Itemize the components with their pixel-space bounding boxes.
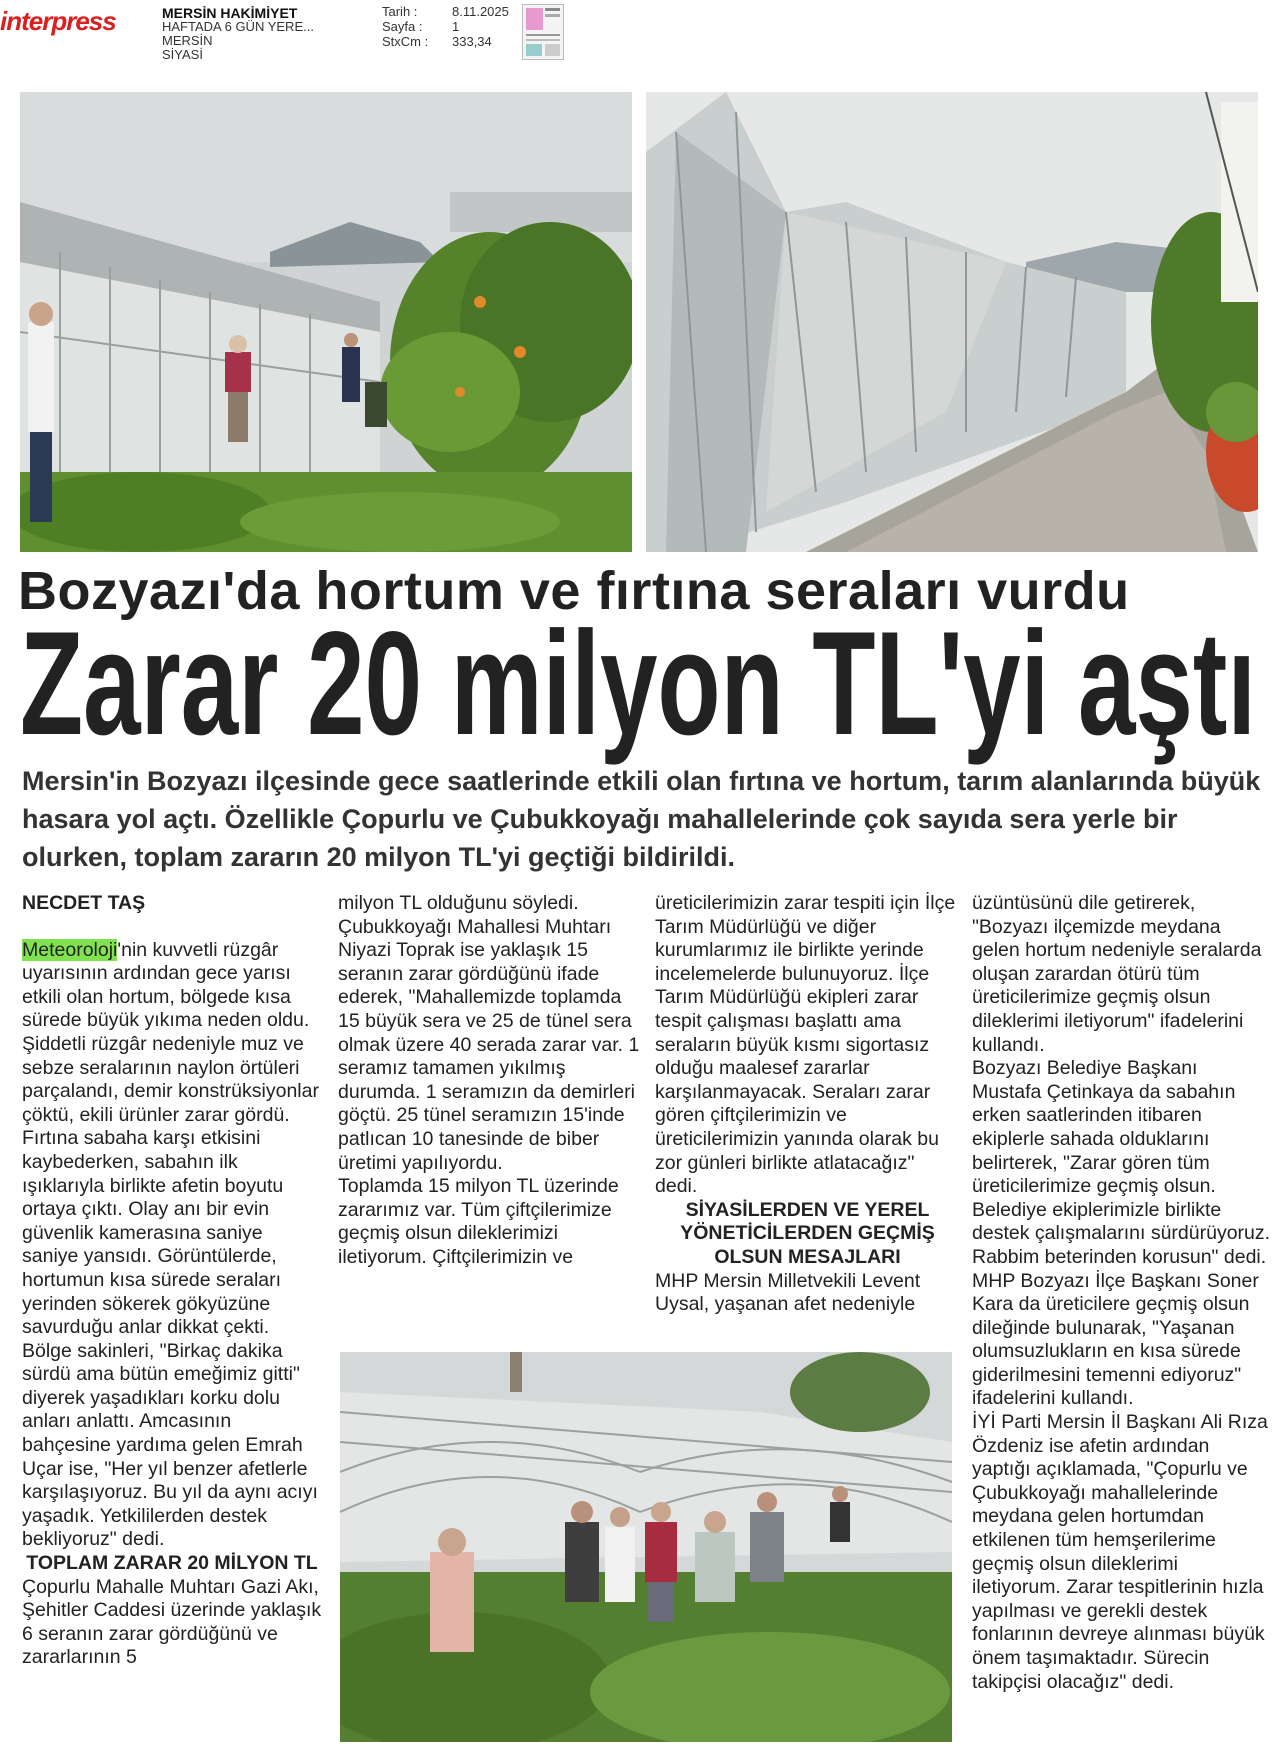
highlighted-keyword: Meteoroloji [22,938,118,961]
subhead-total-damage: TOPLAM ZARAR 20 MİLYON TL [26,1552,318,1575]
publication-city: MERSİN [162,33,213,48]
col4-paragraph-1: üzüntüsünü dile getirerek, "Bozyazı ilçemizde meydana gelen hortum nedeniyle seralarda oluşan zarardan ötürü tüm üreticilerimize geçmiş olsun dileklerimi iletiyorum" ifadelerini kullandı. [972,892,1262,1056]
publication-info [162,6,314,62]
date-label: Tarih : [382,4,418,19]
byline: NECDET TAŞ [22,892,146,914]
photo-collapsed-greenhouse [646,92,1258,552]
col1-paragraph-1 [22,939,322,1552]
stxcm-label: StxCm : [382,34,429,49]
col3-paragraph-1: üreticilerimizin zarar tespiti için İlçe Tarım Müdürlüğü ve diğer kurumlarımız ile birlikte yerinde incelemelerde bulunuyoruz. İlçe Tarım Müdürlüğü ekipleri zarar tespit çalışması başlattı ama seraların büyük kısmı sigortasız olduğu maalesef zararlar karşılanmayacak. Seraları zarar gören çiftçilerimizin ve üreticilerimizin yanında olarak bu zor günleri birlikte atlatacağız" dedi. [655,892,956,1198]
col3-paragraph-2: MHP Mersin Milletvekili Levent Uysal, yaşanan afet nedeniyle [655,1269,921,1316]
photo-inspection-in-greenhouse [340,1352,952,1742]
article-column-1 [22,892,322,1670]
lead-paragraph: Mersin'in Bozyazı ilçesinde gece saatlerinde etkili olan fırtına ve hortum, tarım alanlarında büyük hasara yol açtı. Özellikle Çopurlu ve Çubukkoyağı mahallelerinde çok sayıda sera yerle bir olurken, toplam zararın 20 milyon TL'yi geçtiği bildirildi. [22,766,1261,872]
col4-paragraph-4: İYİ Parti Mersin İl Başkanı Ali Rıza Özdeniz ise afetin ardından yaptığı açıklamada, "Çopurlu ve Çubukkoyağı mahallelerinde meydana gelen hortumdan etkilenen tüm hemşerilerime geçmiş olsun dileklerimi iletiyorum. Zarar tespitlerinin hızla yapılması ve gerekli destek fonlarının devreye alınması büyük önem taşımaktadır. Sürecin takipçisi olacağız" dedi. [972,1411,1268,1693]
col4-paragraph-3: MHP Bozyazı İlçe Başkanı Soner Kara da üreticilere geçmiş olsun dileğinde bulunarak, "Yaşanan olumsuzlukların en kısa sürede giderilmesini temenni ediyoruz" ifadelerini kullandı. [972,1269,1259,1410]
photo-greenhouse-workers [20,92,632,552]
page-label: Sayfa : [382,19,423,34]
article-column-3 [655,892,960,1317]
col1-paragraph-2: Çopurlu Mahalle Muhtarı Gazi Akı, Şehitler Caddesi üzerinde yaklaşık 6 seranın zarar gördüğünü ve zararlarının 5 [22,1575,322,1669]
col4-paragraph-2: Bozyazı Belediye Başkanı Mustafa Çetinkaya da sabahın erken saatlerinden itibaren ekiplerle sahada olduklarını belirterek, "Zarar gören tüm üreticilerimize geçmiş olsun. Belediye ekiplerimizle birlikte destek çalışmalarını sürdürüyoruz. Rabbim beterinden korusun" dedi. [972,1057,1271,1268]
page-thumbnail[interactable] [522,4,564,60]
col2-paragraph-2: Toplamda 15 milyon TL üzerinde zararımız var. Tüm çiftçilerimize geçmiş olsun dileklerimizi iletiyorum. Çiftçilerimizin ve [338,1175,619,1268]
interpress-logo: interpress [0,6,116,36]
article-column-2 [338,892,643,1270]
main-headline-text: Zarar 20 milyon TL'yi aştı [20,624,1257,767]
main-headline [18,624,1268,774]
publication-name: MERSİN HAKİMİYET [162,5,298,21]
col2-paragraph-1: milyon TL olduğunu söyledi. Çubukkoyağı Mahallesi Muhtarı Niyazi Toprak ise yaklaşık 15 seranın zarar gördüğünü ifade ederek, "Mahallemizde toplamda 15 büyük sera ve 25 de tünel sera olmak üzere 40 serada zarar var. 1 seramız tamamen yıkılmış durumda. 1 seramızın da demirleri göçtü. 25 tünel seramızın 15'inde patlıcan 10 tanesinde de biber üretimi yapılıyordu. [338,892,640,1174]
col1-text: 'nin kuvvetli rüzgâr uyarısının ardından gece yarısı etkili olan hortum, bölgede kısa sürede büyük yıkıma neden oldu. Şiddetli rüzgâr nedeniyle muz ve sebze seralarının naylon örtüleri parçalandı, demir konstrüksiyonlar çöktü, ekili ürünler zarar gördü. Fırtına sabaha karşı etkisini kaybederken, sabahın ilk ışıklarıyla birlikte afetin boyutu ortaya çıktı. Olay anı bir evin güvenlik kamerasına saniye saniye yansıdı. Görüntülerde, hortumun kısa sürede seraları yerinden sökerek gökyüzüne savurduğu anlar dikkat çekti. Bölge sakinleri, "Birkaç dakika sürdü ama bütün emeğimiz gitti" diyerek yaşadıkları korku dolu anları anlattı. Amcasının bahçesine yardıma gelen Emrah Uçar ise, "Her yıl benzer afetlerle karşılaşıyoruz. Bu yıl da aynı acıyı yaşadık. Yetkililerden destek bekliyoruz" dedi. [22,938,319,1551]
article-column-4 [972,892,1272,1694]
publication-section: SİYASİ [162,47,203,62]
date-value: 8.11.2025 [452,4,509,19]
stxcm-value: 333,34 [452,34,492,49]
clip-meta [382,4,509,49]
subhead-politicians: SİYASİLERDEN VE YEREL YÖNETİCİLERDEN GEÇMİŞ OLSUN MESAJLARI [680,1198,935,1268]
headline: Bozyazı'da hortum ve fırtına seraları vurdu [18,561,1130,621]
page-value: 1 [452,19,460,34]
publication-frequency: HAFTADA 6 GÜN YERE... [162,19,314,34]
